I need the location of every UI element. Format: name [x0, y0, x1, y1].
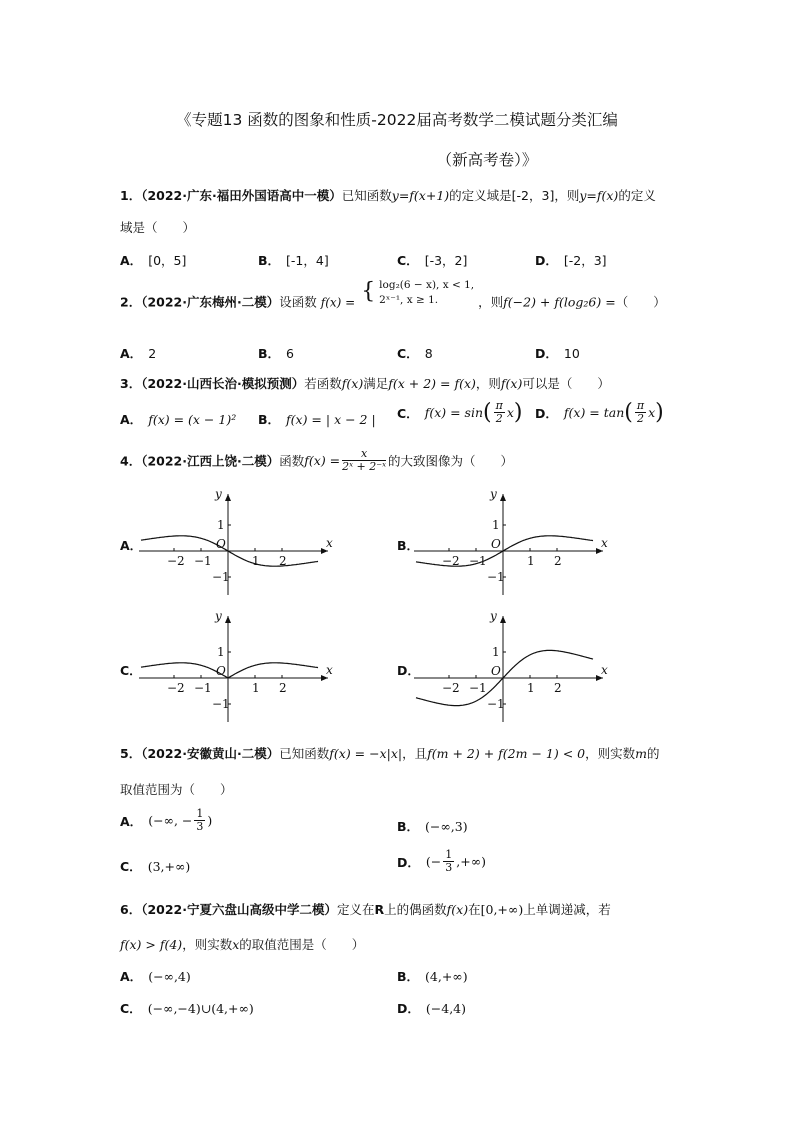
- q6-expr: f(x): [446, 902, 469, 917]
- q6-text: 上的偶函数: [384, 902, 447, 917]
- option-label: A．: [120, 412, 143, 427]
- q4-source: （2022·江西上饶·二模）: [141, 453, 280, 469]
- graph-b-svg: [410, 484, 615, 599]
- q5-source: （2022·安徽黄山·二模）: [141, 746, 280, 761]
- q5-expr: f(m + 2) + f(2m − 1) < 0: [427, 746, 586, 761]
- q3-option-a[interactable]: [120, 410, 236, 428]
- y-axis-arrow-icon: [225, 616, 231, 623]
- q3-expr: f(x + 2) = f(x): [388, 376, 476, 391]
- option-text: (−: [425, 854, 442, 870]
- q2-text: ，则: [478, 294, 504, 310]
- y-tick-label: −1: [212, 697, 230, 711]
- y-tick-label: 1: [492, 645, 500, 659]
- graph-d-svg: [410, 606, 615, 726]
- option-label: C．: [120, 1001, 142, 1016]
- q4-stem: [120, 448, 513, 473]
- doc-title-line2: （新高考卷）》: [436, 151, 538, 169]
- option-label: B．: [258, 253, 281, 268]
- option-label: C．: [120, 859, 142, 874]
- q3-source: （2022·山西长治·模拟预测）: [141, 376, 305, 391]
- frac-num: π: [636, 399, 645, 412]
- x-axis-label: x: [326, 663, 333, 677]
- option-text: ,+∞): [456, 854, 486, 870]
- q3-option-d[interactable]: [535, 400, 664, 425]
- option-text: 2: [148, 346, 157, 361]
- q5-number: 5．: [120, 746, 142, 761]
- q6-number: 6．: [120, 902, 142, 917]
- q6-option-c[interactable]: [120, 999, 254, 1017]
- q6-text: 的取值范围是（ ）: [239, 937, 365, 952]
- q1-text: 的定义: [618, 188, 656, 203]
- paren-icon: ): [655, 400, 664, 426]
- option-label: D．: [535, 405, 558, 421]
- q1-stem-cont: 域是（ ）: [120, 220, 196, 235]
- y-axis-label: y: [490, 487, 497, 501]
- graph-b[interactable]: [410, 484, 615, 603]
- q1-number: 1．: [120, 188, 142, 203]
- x-tick-label: −1: [194, 681, 212, 695]
- x-axis-label: x: [601, 536, 608, 550]
- q6-option-a[interactable]: [120, 967, 191, 985]
- q3-text: ，则: [475, 376, 501, 391]
- option-text: (−4,4): [425, 1001, 466, 1016]
- y-tick-label: 1: [217, 645, 225, 659]
- q2-cases: [379, 278, 474, 308]
- origin-label: O: [491, 537, 501, 551]
- option-label: C．: [397, 253, 419, 268]
- option-text: [-2，3]: [563, 253, 607, 268]
- option-label: A．: [120, 813, 143, 829]
- y-axis-arrow-icon: [225, 494, 231, 501]
- q1-text: 的定义域是[-2，3]，则: [449, 188, 580, 203]
- function-curve: [141, 663, 318, 678]
- option-label: D．: [535, 253, 558, 268]
- q6-stem-cont: [120, 935, 364, 953]
- q5-text: 的: [646, 746, 660, 761]
- x-tick-label: −2: [442, 681, 460, 695]
- option-label: C．: [397, 405, 419, 421]
- option-text: [0，5]: [148, 253, 187, 268]
- x-tick-label: −2: [167, 681, 185, 695]
- y-axis-arrow-icon: [500, 616, 506, 623]
- q3-text: 满足: [363, 376, 389, 391]
- origin-label: O: [216, 664, 226, 678]
- option-label: D．: [397, 854, 420, 870]
- option-fraction: [494, 400, 505, 425]
- q5-option-d[interactable]: [397, 849, 486, 874]
- graph-b-label[interactable]: B．: [397, 538, 420, 553]
- q1-option-b[interactable]: [258, 251, 329, 269]
- option-text: (4,+∞): [425, 969, 468, 984]
- graph-c-label[interactable]: C．: [120, 663, 142, 678]
- x-axis-label: x: [326, 536, 333, 550]
- graph-d-label[interactable]: D．: [397, 663, 420, 678]
- x-tick-label: 2: [279, 554, 287, 568]
- q5-stem: [120, 744, 660, 762]
- option-text: f(x) = tan: [563, 405, 625, 421]
- q2-option-d[interactable]: [535, 344, 580, 362]
- option-text: ): [207, 813, 213, 829]
- q5-option-c[interactable]: [120, 857, 190, 875]
- q6-text: 上单调递减，若: [523, 902, 611, 917]
- origin-label: O: [216, 537, 226, 551]
- brace-icon: {: [361, 278, 376, 304]
- option-text: 10: [563, 346, 580, 361]
- q3-expr: f(x): [341, 376, 364, 391]
- x-tick-label: −2: [442, 554, 460, 568]
- option-text: f(x) = (x − 1)²: [148, 412, 237, 427]
- q6-option-b[interactable]: [397, 967, 468, 985]
- graph-d[interactable]: [410, 606, 615, 730]
- option-text: (−∞, −: [148, 813, 193, 829]
- x-tick-label: 1: [527, 554, 535, 568]
- q3-option-b[interactable]: [258, 410, 376, 428]
- q6-text: 在: [468, 902, 481, 917]
- q2-expr: f(−2) + f(log₂6) =: [503, 294, 616, 310]
- x-tick-label: 2: [554, 554, 562, 568]
- option-fraction: [194, 808, 205, 833]
- frac-den: 3: [445, 861, 453, 875]
- q2-fx: f(x) =: [320, 295, 356, 310]
- q2-text: （ ）: [615, 294, 666, 310]
- option-label: B．: [258, 412, 281, 427]
- option-text: [-3，2]: [424, 253, 468, 268]
- y-axis-arrow-icon: [500, 494, 506, 501]
- y-tick-label: 1: [217, 518, 225, 532]
- q1-option-c[interactable]: [397, 251, 467, 269]
- q2-option-b[interactable]: [258, 344, 294, 362]
- q1-option-d[interactable]: [535, 251, 607, 269]
- option-label: B．: [397, 969, 420, 984]
- x-tick-label: −1: [469, 554, 487, 568]
- q5-expr: m: [635, 746, 647, 761]
- y-axis-label: y: [215, 609, 222, 623]
- option-text: (−∞,4): [148, 969, 191, 984]
- q3-option-c[interactable]: [397, 400, 523, 425]
- x-tick-label: 1: [252, 681, 260, 695]
- option-fraction: [635, 400, 646, 425]
- q2-text: 设函数: [279, 294, 317, 310]
- option-text: (−∞,−4)∪(4,+∞): [147, 1001, 254, 1016]
- x-tick-label: 1: [527, 681, 535, 695]
- option-text: (−∞,3): [425, 819, 468, 834]
- y-tick-label: −1: [487, 570, 505, 584]
- q1-expr: y=f(x): [579, 188, 619, 203]
- y-tick-label: −1: [212, 570, 230, 584]
- y-axis-label: y: [215, 487, 222, 501]
- option-label: B．: [397, 819, 420, 834]
- frac-den: 2: [495, 412, 503, 426]
- q3-text: 若函数: [304, 376, 342, 391]
- q6-text: 定义在: [337, 902, 375, 917]
- q1-option-a[interactable]: [120, 251, 186, 269]
- q3-text: 可以是（ ）: [522, 376, 610, 391]
- q6-expr: x: [232, 937, 240, 952]
- graph-c[interactable]: [135, 606, 340, 730]
- x-tick-label: −2: [167, 554, 185, 568]
- option-label: B．: [258, 346, 281, 361]
- x-tick-label: 1: [252, 554, 260, 568]
- q5-option-a[interactable]: [120, 808, 212, 833]
- option-text: 8: [424, 346, 433, 361]
- q4-text: 的大致图像为（ ）: [387, 453, 513, 469]
- q4-text: 函数: [279, 453, 305, 469]
- option-text: 6: [286, 346, 294, 361]
- q1-source: （2022·广东·福田外国语高中一模）: [141, 188, 342, 203]
- q2-case1: log₂(6 − x), x < 1,: [379, 279, 475, 291]
- q5-text: ，则实数: [585, 746, 636, 761]
- q5-expr: f(x) = −x|x|: [329, 746, 403, 761]
- q3-number: 3．: [120, 376, 142, 391]
- frac-num: 1: [445, 848, 453, 861]
- y-axis-label: y: [490, 609, 497, 623]
- q4-fx: f(x) =: [304, 453, 341, 469]
- option-text: f(x) = sin: [424, 405, 484, 421]
- frac-num: x: [342, 448, 386, 461]
- q4-number: 4．: [120, 453, 142, 469]
- frac-den: 2: [636, 412, 644, 426]
- frac-den: 2ˣ + 2⁻ˣ: [342, 460, 386, 474]
- q6-text: R: [374, 902, 385, 917]
- option-label: A．: [120, 969, 143, 984]
- option-text: [-1，4]: [286, 253, 329, 268]
- x-tick-label: 2: [554, 681, 562, 695]
- frac-num: 1: [196, 807, 204, 820]
- q5-option-b[interactable]: [397, 817, 468, 835]
- option-text: f(x) = | x − 2 |: [286, 412, 376, 427]
- option-label: D．: [535, 346, 558, 361]
- option-label: D．: [397, 1001, 420, 1016]
- paren-icon: ): [513, 400, 523, 426]
- q1-text: 已知函数: [341, 188, 392, 203]
- q6-option-d[interactable]: [397, 999, 466, 1017]
- x-tick-label: 2: [279, 681, 287, 695]
- graph-a-label[interactable]: A．: [120, 538, 143, 553]
- q6-text: ，则实数: [182, 937, 233, 952]
- option-text: x: [506, 405, 514, 421]
- q2-number: 2．: [120, 294, 142, 310]
- x-tick-label: −1: [194, 554, 212, 568]
- q6-expr: [0,+∞): [480, 902, 524, 917]
- x-axis-label: x: [601, 663, 608, 677]
- q3-stem: [120, 374, 610, 392]
- graph-a-svg: [135, 484, 340, 599]
- option-text: x: [648, 405, 656, 421]
- y-tick-label: −1: [487, 697, 505, 711]
- q2-source: （2022·广东梅州·二模）: [141, 294, 280, 310]
- paren-icon: (: [624, 400, 633, 426]
- option-label: A．: [120, 346, 143, 361]
- q3-expr: f(x): [500, 376, 523, 391]
- q2-case2: 2ˣ⁻¹, x ≥ 1.: [379, 294, 439, 307]
- option-fraction: [443, 849, 454, 874]
- paren-icon: (: [483, 400, 492, 426]
- q2-option-a[interactable]: [120, 344, 156, 362]
- origin-label: O: [491, 664, 501, 678]
- q2-stem: [120, 278, 666, 318]
- q1-expr: y=f(x+1): [391, 188, 450, 203]
- frac-num: π: [495, 399, 503, 412]
- q6-source: （2022·宁夏六盘山高级中学二模）: [141, 902, 337, 917]
- q6-stem: [120, 900, 611, 918]
- q6-expr: f(x) > f(4): [120, 937, 183, 952]
- option-label: A．: [120, 253, 143, 268]
- q5-stem-cont: 取值范围为（ ）: [120, 782, 233, 797]
- option-label: C．: [397, 346, 419, 361]
- frac-den: 3: [196, 820, 204, 834]
- graph-a[interactable]: [135, 484, 340, 603]
- q5-text: ，且: [402, 746, 428, 761]
- option-text: (3,+∞): [147, 859, 191, 874]
- q1-stem: [120, 186, 656, 204]
- doc-title-line1: 《专题13 函数的图象和性质-2022届高考数学二模试题分类汇编: [176, 111, 618, 129]
- y-tick-label: 1: [492, 518, 500, 532]
- x-tick-label: −1: [469, 681, 487, 695]
- q5-text: 已知函数: [279, 746, 330, 761]
- q4-fraction: [342, 448, 386, 473]
- graph-c-svg: [135, 606, 340, 726]
- q2-option-c[interactable]: [397, 344, 433, 362]
